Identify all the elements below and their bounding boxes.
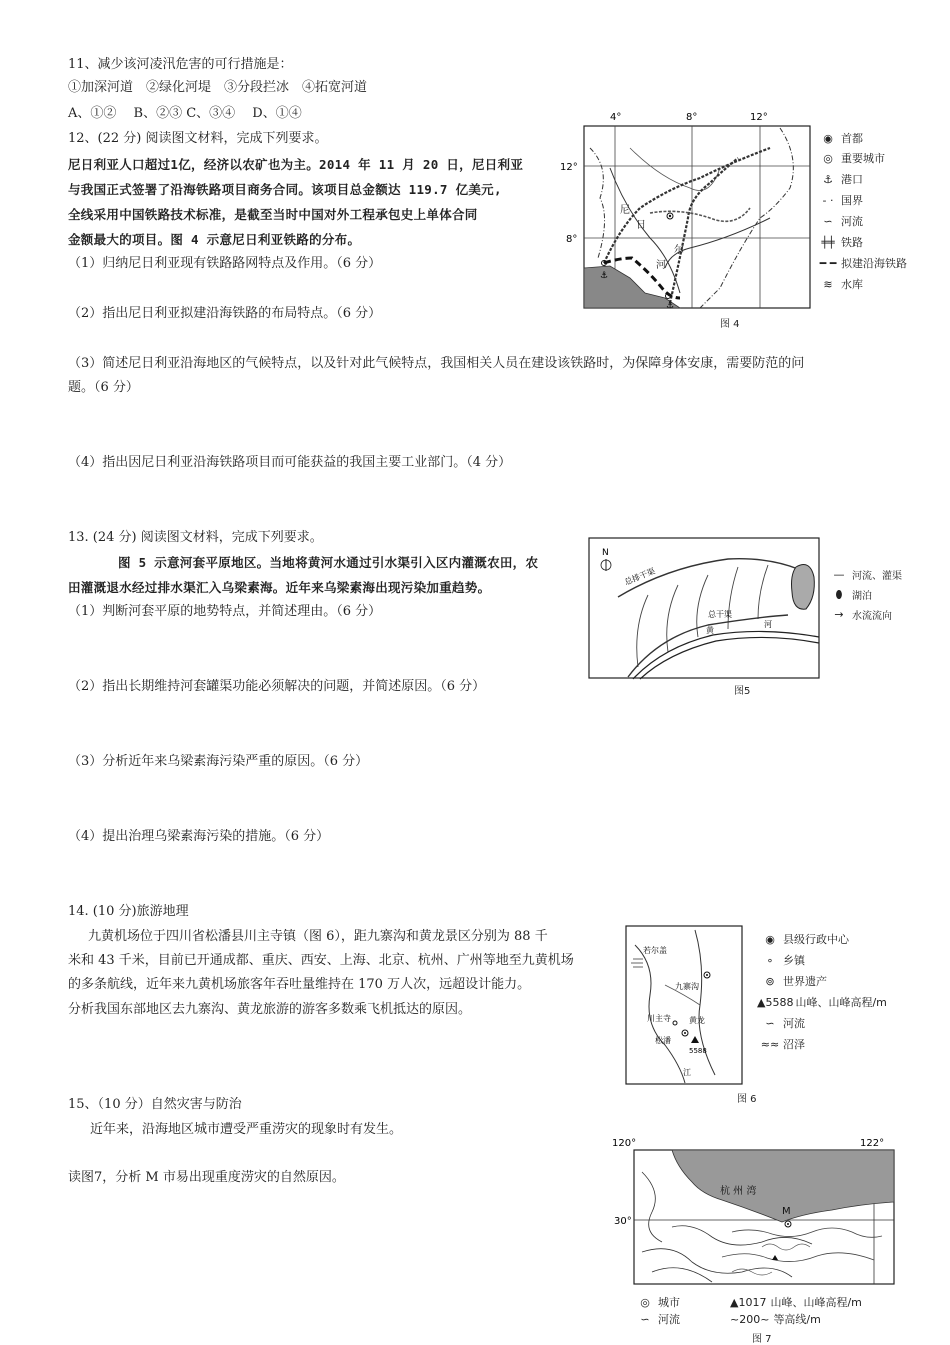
figure-4-caption: 图 4 bbox=[720, 319, 740, 330]
river-icon: ∽ bbox=[765, 1016, 775, 1030]
q14-material-line: 分析我国东部地区去九寨沟、黄龙旅游的游客多数乘飞机抵达的原因。 bbox=[68, 1002, 472, 1017]
legend-label: 世界遗产 bbox=[783, 975, 827, 988]
railway-line-icon: ╪╪ bbox=[821, 235, 835, 249]
q13-sub2: （2）指出长期维持河套罐渠功能必须解决的问题，并简述原因。（6 分） bbox=[68, 679, 486, 694]
q12-material-line: 全线采用中国铁路技术标准，是截至当时中国对外工程承包史上单体合同 bbox=[68, 207, 478, 222]
legend-label: 县级行政中心 bbox=[783, 933, 849, 946]
q11-choices: A、①② B、②③ C、③④ D、①④ bbox=[68, 106, 302, 121]
q14-material-line: 的多条航线，近年来九黄机场旅客年吞吐量维持在 170 万人次，远超设计能力。 bbox=[68, 977, 531, 992]
lon-label: 120° bbox=[612, 1138, 637, 1149]
legend-label: 湖泊 bbox=[852, 591, 872, 602]
map-label: 黄 bbox=[706, 626, 714, 635]
figure-6 bbox=[625, 925, 885, 1105]
map-label: 总排干渠 bbox=[623, 566, 657, 587]
legend-label: 乡镇 bbox=[783, 954, 805, 967]
reservoir-icon: ≋ bbox=[823, 277, 833, 291]
major-city-icon: ◎ bbox=[823, 151, 833, 165]
svg-text:⚓: ⚓ bbox=[666, 301, 675, 311]
contour-icon: ~200~ bbox=[730, 1312, 770, 1326]
swamp-icon: ≈≈ bbox=[760, 1037, 780, 1051]
lon-label: 8° bbox=[686, 112, 698, 123]
q12-sub2: （2）指出尼日利亚拟建沿海铁路的布局特点。（6 分） bbox=[68, 306, 382, 321]
city-icon: ◎ bbox=[640, 1295, 650, 1309]
figure-4-legend bbox=[815, 130, 925, 310]
q13-title: 13. (24 分) 阅读图文材料，完成下列要求。 bbox=[68, 530, 323, 545]
figure-7-legend bbox=[612, 1294, 912, 1330]
capital-icon: ◉ bbox=[823, 131, 833, 145]
q14-material-line: 九黄机场位于四川省松潘县川主寺镇（图 6），距九寨沟和黄龙景区分别为 88 千 bbox=[88, 929, 548, 944]
hetao-map bbox=[588, 537, 820, 679]
figure-6-caption: 图 6 bbox=[737, 1094, 757, 1105]
map-label: 九寨沟 bbox=[675, 982, 699, 991]
q14-title: 14. (10 分)旅游地理 bbox=[68, 904, 189, 919]
q12-sub3a: （3）简述尼日利亚沿海地区的气候特点，以及针对此气候特点，我国相关人员在建设该铁路时，为保障身体安康，需要防范的问 bbox=[68, 356, 805, 371]
figure-5-legend bbox=[826, 567, 918, 637]
legend-label: 河流 bbox=[658, 1313, 680, 1326]
lat-label: 30° bbox=[614, 1216, 632, 1227]
q12-sub3b: 题。（6 分） bbox=[68, 380, 139, 395]
figure-7-caption: 图 7 bbox=[752, 1334, 772, 1345]
map-label: 日 bbox=[636, 220, 646, 231]
hangzhou-bay-map bbox=[612, 1132, 912, 1292]
q14-material-line: 米和 43 千米，目前已开通成都、重庆、西安、上海、北京、杭州、广州等地至九黄机场 bbox=[68, 953, 574, 968]
legend-label: 水库 bbox=[841, 278, 863, 291]
river-icon: ∽ bbox=[640, 1312, 650, 1326]
q11-stem: 11、减少该河凌汛危害的可行措施是： bbox=[68, 57, 293, 72]
map-label: 尼 bbox=[620, 205, 630, 216]
flow-direction-icon: → bbox=[834, 608, 844, 621]
figure-7 bbox=[612, 1132, 912, 1345]
q12-sub4: （4）指出因尼日利亚沿海铁路项目而可能获益的我国主要工业部门。（4 分） bbox=[68, 455, 512, 470]
world-heritage-icon: ⊚ bbox=[765, 974, 775, 988]
peak-icon: ▲1017 bbox=[730, 1295, 767, 1309]
map-label: 杭 州 湾 bbox=[720, 1186, 757, 1197]
lon-label: 122° bbox=[860, 1138, 885, 1149]
map-label: 河 bbox=[764, 620, 772, 629]
map-label: 河 bbox=[656, 260, 666, 271]
q13-sub3: （3）分析近年来乌梁素海污染严重的原因。（6 分） bbox=[68, 754, 369, 769]
q15-material: 近年来，沿海地区城市遭受严重涝灾的现象时有发生。 bbox=[90, 1122, 403, 1137]
river-line-icon: ∽ bbox=[823, 214, 833, 228]
q15-question: 读图7，分析 M 市易出现重度涝灾的自然原因。 bbox=[68, 1170, 345, 1185]
q12-title: 12、(22 分) 阅读图文材料，完成下列要求。 bbox=[68, 131, 328, 146]
legend-label: 等高线/m bbox=[773, 1313, 821, 1326]
legend-label: 河流、灌渠 bbox=[852, 571, 902, 582]
lon-label: 12° bbox=[750, 112, 768, 123]
jiuzhai-map bbox=[625, 925, 743, 1085]
border-line-icon: - · bbox=[822, 193, 834, 207]
figure-6-legend bbox=[757, 931, 887, 1061]
q13-material-line: 图 5 示意河套平原地区。当地将黄河水通过引水渠引入区内灌溉农田，农 bbox=[118, 555, 539, 570]
township-icon: ∘ bbox=[766, 953, 774, 967]
legend-label: 山峰、山峰高程/m bbox=[795, 996, 887, 1009]
lake-icon: ⬮ bbox=[835, 587, 843, 601]
legend-label: 水流流向 bbox=[852, 611, 892, 622]
q13-sub4: （4）提出治理乌梁素海污染的措施。（6 分） bbox=[68, 829, 330, 844]
legend-label: 拟建沿海铁路 bbox=[841, 257, 907, 270]
figure-5-caption: 图5 bbox=[734, 686, 751, 697]
legend-label: 重要城市 bbox=[841, 152, 885, 165]
q12-material-line: 尼日利亚人口超过1亿，经济以农矿也为主。2014 年 11 月 20 日，尼日利亚 bbox=[68, 157, 524, 172]
river-canal-icon: — bbox=[833, 568, 845, 581]
map-label: 川主寺 bbox=[647, 1014, 671, 1023]
q12-material-line: 金额最大的项目。图 4 示意尼日利亚铁路的分布。 bbox=[68, 232, 361, 247]
figure-4 bbox=[560, 108, 920, 333]
county-center-icon: ◉ bbox=[765, 932, 775, 946]
svg-text:⚓: ⚓ bbox=[600, 271, 609, 281]
map-label: 松潘 bbox=[655, 1036, 671, 1045]
q12-sub1: （1）归纳尼日利亚现有铁路路网特点及作用。（6 分） bbox=[68, 256, 382, 271]
lon-label: 4° bbox=[610, 112, 622, 123]
q13-sub1: （1）判断河套平原的地势特点，并简述理由。（6 分） bbox=[68, 604, 382, 619]
lat-label: 8° bbox=[566, 234, 578, 245]
legend-label: 铁路 bbox=[841, 236, 863, 249]
legend-label: 河流 bbox=[841, 215, 863, 228]
legend-label: 城市 bbox=[658, 1296, 680, 1309]
figure-5 bbox=[588, 537, 918, 697]
legend-label: 首都 bbox=[841, 132, 863, 145]
q12-material-line: 与我国正式签署了沿海铁路项目商务合同。该项目总金额达 119.7 亿美元, bbox=[68, 182, 502, 197]
nigeria-map bbox=[560, 108, 810, 318]
legend-label: 山峰、山峰高程/m bbox=[770, 1296, 862, 1309]
legend-label: 港口 bbox=[841, 173, 863, 186]
map-label: 尔 bbox=[674, 245, 684, 256]
map-label: 若尔盖 bbox=[643, 946, 667, 955]
q15-title: 15、（10 分）自然灾害与防治 bbox=[68, 1097, 242, 1112]
map-label: 黄龙 bbox=[689, 1016, 705, 1025]
map-label: 总干渠 bbox=[708, 610, 732, 619]
legend-label: 河流 bbox=[783, 1017, 805, 1030]
port-icon: ⚓ bbox=[823, 172, 833, 186]
map-label: 江 bbox=[683, 1068, 691, 1077]
q13-material-line: 田灌溉退水经过排水渠汇入乌梁素海。近年来乌梁素海出现污染加重趋势。 bbox=[68, 580, 491, 595]
north-label: N bbox=[602, 548, 609, 558]
proposed-railway-icon: ━ ━ bbox=[819, 256, 837, 270]
map-label: 5588 bbox=[689, 1047, 707, 1055]
legend-label: 沼泽 bbox=[783, 1038, 805, 1051]
map-label: M bbox=[782, 1206, 791, 1217]
legend-label: 国界 bbox=[841, 194, 863, 207]
q11-options: ①加深河道 ②绿化河堤 ③分段拦冰 ④拓宽河道 bbox=[68, 80, 368, 95]
lat-label: 12° bbox=[560, 162, 578, 173]
peak-icon: ▲5588 bbox=[757, 995, 794, 1009]
